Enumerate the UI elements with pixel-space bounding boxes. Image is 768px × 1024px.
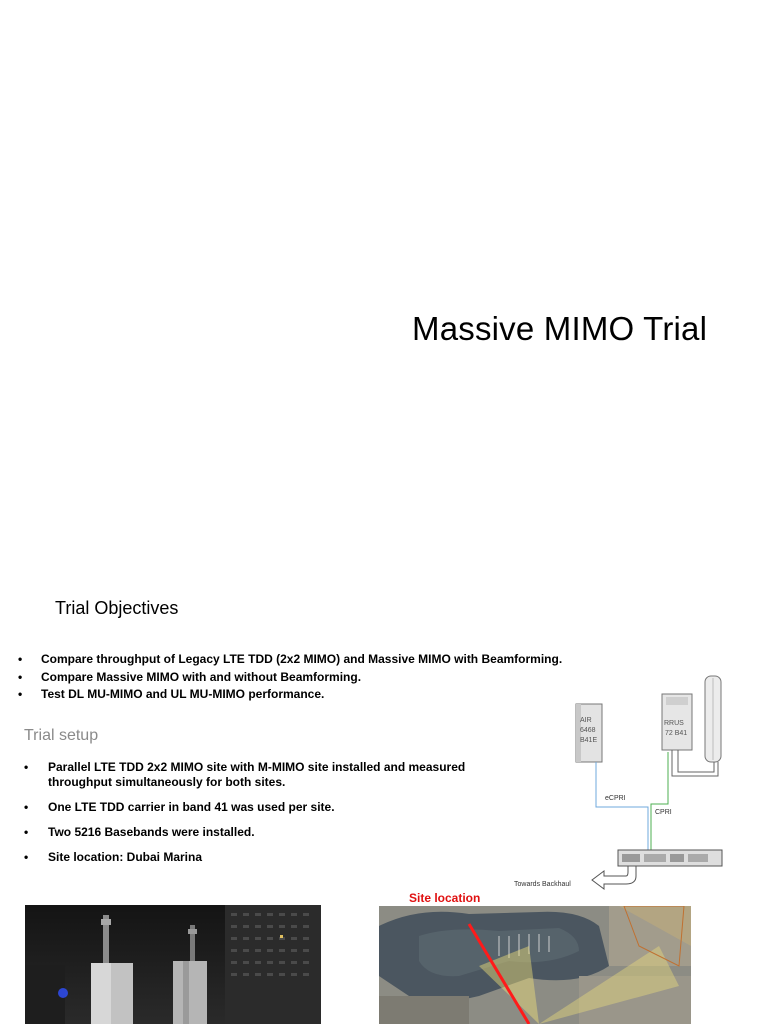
setup-list	[24, 760, 503, 875]
rrus-label-line: RRUS	[664, 720, 684, 727]
backhaul-arrow-icon	[592, 866, 636, 889]
site-map	[379, 906, 691, 1024]
objectives-list	[18, 651, 562, 704]
setup-item: • Parallel LTE TDD 2x2 MIMO site with M-MIMO site installed and measured throughput simultaneously for both sites.	[24, 760, 503, 790]
setup-item: • Two 5216 Basebands were installed.	[24, 825, 503, 840]
equipment-diagram	[508, 672, 730, 894]
site-location-label: Site location	[409, 891, 481, 905]
air-label-line: B41E	[580, 737, 598, 744]
objective-item: • Test DL MU-MIMO and UL MU-MIMO performance.	[18, 686, 562, 704]
cpri-label: CPRI	[655, 809, 672, 816]
air-label-line: AIR	[580, 717, 592, 724]
objective-item: • Compare Massive MIMO with and without Beamforming.	[18, 669, 562, 687]
rrus-unit	[662, 694, 692, 750]
backhaul-label: Towards Backhaul	[514, 881, 571, 888]
cpri-line	[651, 752, 668, 852]
setup-item: • Site location: Dubai Marina	[24, 850, 503, 865]
slide-title: Massive MIMO Trial	[412, 310, 708, 347]
ecpri-line	[596, 762, 648, 852]
antenna	[705, 676, 721, 762]
air-label-line: 6468	[580, 727, 596, 734]
setup-heading: Trial setup	[24, 727, 99, 744]
air-unit	[576, 704, 602, 762]
site-photo	[25, 905, 321, 1024]
ecpri-label: eCPRI	[605, 795, 626, 802]
rrus-label-line: 72 B41	[665, 730, 688, 737]
baseband-rack	[618, 850, 722, 866]
setup-item: • One LTE TDD carrier in band 41 was used per site.	[24, 800, 503, 815]
objectives-heading: Trial Objectives	[55, 598, 179, 618]
objective-item: • Compare throughput of Legacy LTE TDD (2x2 MIMO) and Massive MIMO with Beamforming.	[18, 651, 562, 669]
